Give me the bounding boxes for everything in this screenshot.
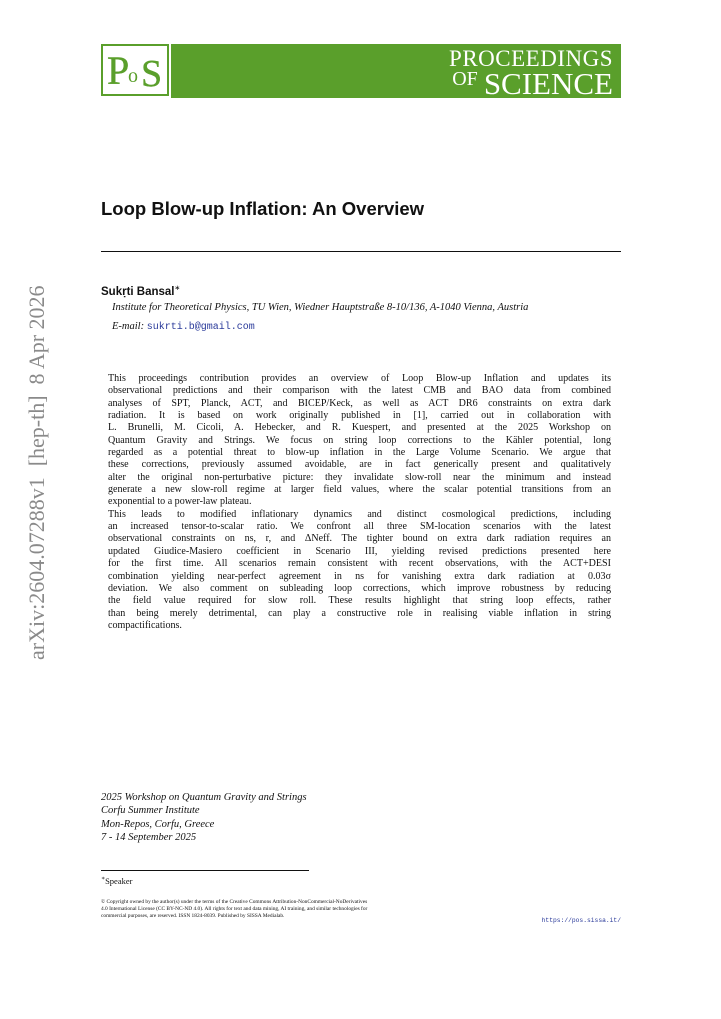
svg-text:S: S (141, 53, 163, 94)
footnote-rule (101, 870, 309, 871)
conference-name: 2025 Workshop on Quantum Gravity and Strings (101, 792, 307, 803)
copyright-line: 4.0 International License (CC BY-NC-ND 4.0). All rights for text and data mining, AI training, and similar technologies for (101, 906, 368, 912)
email-link[interactable]: sukrti.b@gmail.com (146, 322, 255, 333)
footnote-text: Speaker (105, 875, 133, 886)
conference-location: Mon-Repos, Corfu, Greece (101, 818, 215, 830)
copyright-line: commercial purposes, are reserved. ISSN 1824-8039. Published by SISSA Medialab. (101, 913, 285, 919)
abstract-line: than being merely detrimental, can play a constructive role in realising viable inflation in string (108, 607, 611, 619)
title-rule (101, 251, 621, 252)
banner-of: OF (452, 68, 478, 90)
banner-science: SCIENCE (483, 66, 613, 101)
author-footnote-mark: ∗ (174, 285, 181, 292)
svg-text:P: P (107, 48, 130, 93)
email-label: E-mail: (112, 321, 145, 332)
abstract-line: these corrections, previously assumed avoidable, are in fact generically present and qualitatively (108, 459, 611, 471)
conference-dates: 7 - 14 September 2025 (101, 832, 197, 844)
abstract-line: Quantum Gravity and Strings. We focus on string loop corrections to the Kähler potential, long (108, 434, 611, 446)
abstract-line: for the first time. All scenarios remain consistent with recent observations, with the ACT+DESI (108, 558, 611, 570)
copyright-notice (101, 899, 501, 920)
banner-proceedings: PROCEEDINGS (449, 46, 613, 71)
pos-logo (101, 44, 169, 96)
banner-of-science (452, 66, 613, 102)
abstract-line: This leads to modified inflationary dynamics and distinct cosmological predictions, including (108, 508, 611, 520)
paper-title: Loop Blow-up Inflation: An Overview (101, 198, 425, 219)
svg-text:o: o (128, 65, 138, 87)
abstract-line: observational predictions and their comparison with the latest CMB and BAO data from combined (108, 385, 611, 397)
abstract-line: exponential to a power-law plateau. (108, 496, 252, 508)
author-email-line (112, 321, 255, 333)
abstract-line: combination yielding near-perfect agreement in ns for vanishing extra dark radiation at 0.03σ (108, 570, 611, 582)
pos-url-link[interactable]: https://pos.sissa.it/ (541, 917, 621, 924)
conference-institute: Corfu Summer Institute (101, 805, 200, 817)
footnote (101, 875, 132, 886)
author-name-text: Sukṛti Bansal (101, 285, 175, 298)
abstract-line: generate a new slow-roll regime at larger field values, where the scalar potential transitions from an (108, 484, 611, 496)
abstract-line: an increased tensor-to-scalar ratio. We confront all three SM-location scenarios with the latest (108, 521, 611, 533)
conference-info (101, 791, 307, 845)
abstract-line: regarded as a potential threat to blow-up inflation in the Large Volume Scenario. We argue that (108, 447, 611, 459)
abstract-line: compactifications. (108, 619, 182, 631)
author-name (101, 284, 180, 298)
copyright-line: © Copyright owned by the author(s) under the terms of the Creative Commons Attribution-NonCommercial-NoDerivatives (101, 899, 368, 905)
arxiv-stamp: arXiv:2604.07288v1 [hep-th] 8 Apr 2026 (24, 285, 49, 660)
proceedings-of-science-banner (171, 44, 621, 101)
abstract-line: updated Giudice-Masiero coefficient in Scenario III, yielding revised predictions presented here (108, 545, 611, 557)
footnote-mark: ∗ (101, 876, 106, 882)
abstract-line: radiation. It is based on work originally published in [1], carried out in collaboration with (108, 410, 611, 422)
pos-logo-mark (103, 46, 167, 94)
abstract-line: This proceedings contribution provides an overview of Loop Blow-up Inflation and updates its (108, 373, 611, 384)
abstract-line: analyses of SPT, Planck, ACT, and BICEP/Keck, as well as ACT DR6 constraints on extra dark (108, 397, 611, 409)
abstract (108, 373, 611, 632)
abstract-line: observational constraints on ns, r, and ΔNeff. The tighter bound on extra dark radiation requires an (108, 533, 611, 545)
author-affiliation: Institute for Theoretical Physics, TU Wien, Wiedner Hauptstraße 8-10/136, A-1040 Vienna, Austria (112, 302, 529, 313)
abstract-line: alter the original non-perturbative picture: they invalidate slow-roll near the minimum and instead (108, 471, 611, 483)
abstract-line: deviation. We also comment on subleading loop corrections, which improve robustness by reducing (108, 582, 611, 594)
abstract-line: L. Brunelli, M. Cicoli, A. Hebecker, and R. Kuespert, and presented at the 2025 Workshop on (108, 422, 611, 434)
abstract-line: the field value required for slow roll. These results highlight that string loop effects, rather (108, 595, 611, 607)
